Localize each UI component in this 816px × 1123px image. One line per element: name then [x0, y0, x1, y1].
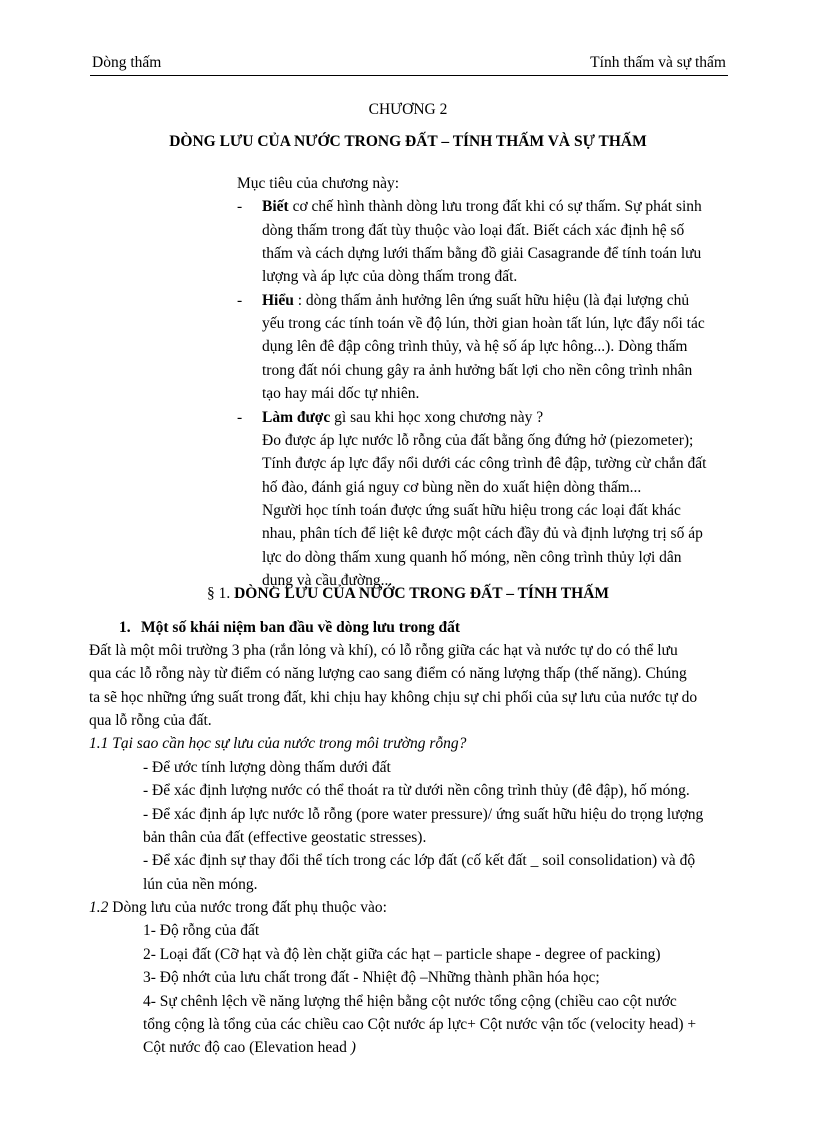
reason-line: - Để xác định áp lực nước lỗ rỗng (pore water pressure)/ ứng suất hữu hiệu do trọng lượng: [143, 806, 704, 823]
paragraph-line: qua các lỗ rỗng này từ điểm có năng lượng cao sang điểm có năng lượng thấp (thế năng). Chúng: [89, 665, 687, 682]
chapter-title: DÒNG LƯU CỦA NƯỚC TRONG ĐẤT – TÍNH THẤM VÀ SỰ THẤM: [169, 133, 647, 150]
paragraph-line: qua lỗ rỗng của đất.: [89, 712, 212, 729]
subsection-title: Một số khái niệm ban đầu về dòng lưu trong đất: [141, 619, 461, 636]
objective-do: Làm được gì sau khi học xong chương này ?: [262, 409, 544, 426]
objective-know-line: lượng và áp lực của dòng thấm trong đất.: [262, 268, 518, 285]
objective-know: Biết cơ chế hình thành dòng lưu trong đất khi có sự thấm. Sự phát sinh: [262, 198, 702, 215]
question-heading-1-1: 1.1 Tại sao cần học sự lưu của nước trong môi trường rỗng?: [89, 735, 467, 752]
objective-know-line: thấm và cách dựng lưới thấm bằng đồ giải Casagrande để tính toán lưu: [262, 245, 702, 262]
objective-understand-line: yếu trong các tính toán về độ lún, thời gian hoàn tất lún, lực đẩy nổi tác: [262, 315, 705, 332]
bullet-understand: -: [237, 292, 243, 309]
objective-do-line: nhau, phân tích để liệt kê được một cách đầy đủ và định lượng trị số áp: [262, 525, 703, 542]
objective-do-line: Người học tính toán được ứng suất hữu hiệu trong các loại đất khác: [262, 502, 681, 519]
objective-understand: Hiểu : dòng thấm ảnh hưởng lên ứng suất hữu hiệu (là đại lượng chủ: [262, 292, 690, 309]
header-rule: [90, 75, 728, 76]
factor-line: 4- Sự chênh lệch về năng lượng thể hiện bằng cột nước tổng cộng (chiều cao cột nước: [143, 993, 677, 1010]
bullet-do: -: [237, 409, 243, 426]
know-label: Biết: [262, 198, 289, 215]
header-right: Tính thấm và sự thấm: [590, 54, 726, 71]
chapter-number: CHƯƠNG 2: [368, 101, 448, 118]
objective-do-line: hố đào, đánh giá nguy cơ bùng nền do xuất hiện dòng thấm...: [262, 479, 642, 496]
factor-line: 2- Loại đất (Cỡ hạt và độ lèn chặt giữa các hạt – particle shape - degree of packing): [143, 946, 661, 963]
reason-line: - Để xác định lượng nước có thể thoát ra từ dưới nền công trình thủy (đê đập), hố móng.: [143, 782, 690, 799]
objective-do-line: lực do dòng thấm xung quanh hố móng, nền công trình thủy lợi dân: [262, 549, 682, 566]
objective-do-line: dụng và cầu đường...: [262, 572, 393, 589]
objective-know-line: dòng thấm trong đất tùy thuộc vào loại đất. Biết cách xác định hệ số: [262, 222, 685, 239]
reason-line: - Để ước tính lượng dòng thấm dưới đất: [143, 759, 391, 776]
factor-line: tổng cộng là tổng của các chiều cao Cột nước áp lực+ Cột nước vận tốc (velocity head) +: [143, 1016, 697, 1033]
reason-line: bản thân của đất (effective geostatic stresses).: [143, 829, 427, 846]
objective-understand-line: dụng lên đê đập công trình thủy, và hệ số áp lực hông...). Dòng thấm: [262, 338, 688, 355]
factor-line-last: Cột nước độ cao (Elevation head ): [143, 1039, 356, 1056]
section-title: § 1. DÒNG LƯU CỦA NƯỚC TRONG ĐẤT – TÍNH THẤM: [206, 585, 610, 602]
bullet-know: -: [237, 198, 243, 215]
do-label: Làm được: [262, 409, 331, 426]
objective-do-line: Đo được áp lực nước lỗ rỗng của đất bằng ống đứng hở (piezometer);: [262, 432, 694, 449]
subsection-number: 1.: [119, 619, 131, 636]
question-heading-1-2: 1.2 Dòng lưu của nước trong đất phụ thuộc vào:: [89, 899, 387, 916]
objective-understand-line: trong đất nói chung gây ra ảnh hưởng bất lợi cho nền công trình nhân: [262, 362, 693, 379]
factor-line: 3- Độ nhớt của lưu chất trong đất - Nhiệt độ –Những thành phần hóa học;: [143, 969, 600, 986]
objective-do-line: Tính được áp lực đẩy nổi dưới các công trình đê đập, tường cừ chắn đất: [262, 455, 707, 472]
objective-understand-line: tạo hay mái dốc tự nhiên.: [262, 385, 420, 402]
paragraph-line: ta sẽ học những ứng suất trong đất, khi chịu hay không chịu sự chi phối của sự lưu của nước tự do: [89, 689, 698, 706]
reason-line: - Để xác định sự thay đổi thể tích trong các lớp đất (cố kết đất _ soil consolidation) và độ: [143, 852, 696, 869]
understand-label: Hiểu: [262, 292, 294, 309]
header-left: Dòng thấm: [92, 54, 162, 71]
objectives-intro: Mục tiêu của chương này:: [237, 175, 400, 192]
reason-line: lún của nền móng.: [143, 876, 258, 893]
factor-line: 1- Độ rỗng của đất: [143, 922, 260, 939]
paragraph-line: Đất là một môi trường 3 pha (rắn lỏng và khí), có lỗ rỗng giữa các hạt và nước tự do có thể lưu: [89, 642, 678, 659]
